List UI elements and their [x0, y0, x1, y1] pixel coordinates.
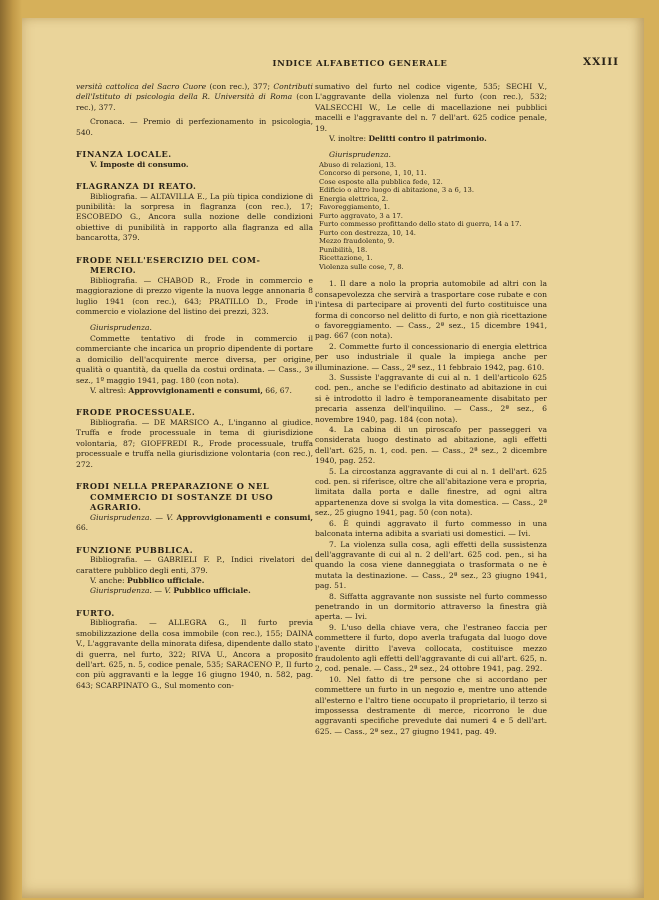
book-spine-shadow	[0, 0, 22, 900]
case-paragraph-6: 6. È quindi aggravato il furto commesso in una balconata interna adibita a svariati usi domestici. — Ivi.	[315, 518, 547, 539]
bibliography: Bibliografia. — GABRIELI F. P., Indici rivelatori del carattere pubblico degli enti, 379.	[76, 555, 313, 575]
entry-heading-frode-commercio: FRODE NELL'ESERCIZIO DEL COM- MERCIO.	[76, 254, 261, 276]
case-paragraph-2: 2. Commette furto il concessionario di energia elettrica per uso industriale il quale la impiega anche per illuminazione. — Cass., 2ª sez., 11 febbraio 1942, pag. 610.	[315, 341, 547, 372]
jurisprudence-label: Giurisprudenza.	[90, 323, 152, 333]
entry-heading-funzione: FUNZIONE PUBBLICA.	[76, 544, 194, 555]
see-also: V. Imposte di consumo.	[90, 159, 189, 169]
index-item: Ricettazione, 1.	[319, 254, 373, 263]
bibliography: Bibliografia. — CHABOD R., Frode in commercio e maggiorazione di prezzo vigente la nuova legge annonaria 8 luglio 1941 (con rec.), 643; PRATILLO D., Frode in commercio e violazione del listino dei prezzi, 323.	[76, 275, 313, 317]
case-paragraph-10: 10. Nel fatto di tre persone che si accordano per commettere un furto in un negozio e, mentre uno attende all'esterno e l'altro tiene occupato il proprietario, il terzo si impossessa destramente di merce, ricorrono le due aggravanti specifiche prevedute dai numeri 4 e 5 dell'art. 625. — Cass., 2ª sez., 27 giugno 1941, pag. 49.	[315, 674, 547, 736]
bibliography: Bibliografia. — DE MARSICO A., L'inganno al giudice. Truffa e frode processuale in tema di giurisdizione volontaria, 87; GIOFFREDI R., Frode processuale, truffa processuale e truffa nella giurisdizione volontaria (con rec.), 272.	[76, 417, 313, 469]
index-item: Punibilità, 18.	[319, 245, 368, 254]
case-paragraph-5: 5. La circostanza aggravante di cui al n. 1 dell'art. 625 cod. pen. si riferisce, oltre che all'abitazione vera e propria, limitata dalla porta e dalle finestre, ad ogni altra appartenenza dove si svolga la vita domestica. — Cass., 2ª sez., 25 giugno 1941, pag. 50 (con nota).	[315, 466, 547, 518]
see-also: V. anche: Pubblico ufficiale.	[90, 575, 205, 585]
entry-heading-furto: FURTO.	[76, 607, 115, 618]
entry-heading-finanza: FINANZA LOCALE.	[76, 149, 172, 160]
see-also: V. altresì: Approvvigionamenti e consumi, 66, 67.	[90, 385, 292, 395]
index-item: Furto aggravato, 3 a 17.	[319, 211, 403, 220]
case-paragraph-3: 3. Sussiste l'aggravante di cui al n. 1 dell'articolo 625 cod. pen., anche se l'edificio destinato ad abitazione in cui si è introdotto il ladro è temporaneamente disabitato per precaria assenza dell'inquilino. — Cass., 2ª sez., 6 novembre 1940, pag. 184 (con nota).	[315, 373, 547, 424]
index-item: Furto con destrezza, 10, 14.	[319, 228, 416, 237]
index-item: Edificio o altro luogo di abitazione, 3 a 6, 13.	[319, 186, 474, 195]
case-paragraph-4: 4. La cabina di un piroscafo per passeggeri va considerata luogo destinato ad abitazione, agli effetti dell'art. 625, n. 1, cod. pen. — Cass., 2ª sez., 2 dicembre 1940, pag. 252.	[315, 425, 547, 466]
index-item: Energia elettrica, 2.	[319, 194, 389, 203]
cronaca-entry: Cronaca. — Premio di perfezionamento in psicologia, 540.	[76, 117, 313, 137]
bibliography: Bibliografia. — ALLEGRA G., Il furto previa smobilizzazione della cosa immobile (con rec.), 155; DAINA V., L'aggravante della minorata difesa, dipendente dallo stato di guerra, nel furto, 322; RIVA U., Ancora a proposito dell'art. 625, n. 5, codice penale, 535; SARACENO P., Il furto con più aggravanti e la legge 16 giugno 1940, n. 582, pag. 643; SCARPINATO G., Sul momento con-	[76, 618, 313, 690]
subject-index	[315, 161, 547, 272]
see-also: Giurisprudenza. — V. Approvvigionamenti e consumi, 66.	[76, 512, 313, 533]
index-item: Violenza sulle cose, 7, 8.	[319, 262, 404, 271]
bibliography: Bibliografia. — ALTAVILLA E., La più tipica condizione di punibilità: la sorpresa in flagranza (con rec.), 17; ESCOBEDO G., Ancora sulla nozione delle condizioni obiettive di punibilità in rapporto alla flagranza ed alla bancarotta, 379.	[76, 191, 313, 243]
entry-heading-frodi: FRODI NELLA PREPARAZIONE O NEL COMMERCIO DI SOSTANZE DI USO AGRARIO.	[76, 480, 274, 513]
page-number: XXIII	[583, 56, 620, 68]
case-paragraph-7: 7. La violenza sulla cosa, agli effetti della sussistenza dell'aggravante di cui al n. 2 dell'art. 625 cod. pen., si ha quando la cosa viene danneggiata o trasformata o ne è mutata la destinazione. — Cass., 2ª sez., 23 giugno 1941, pag. 51.	[315, 539, 547, 591]
entry-heading-flagranza: FLAGRANZA DI REATO.	[76, 181, 197, 192]
jurisprudence-text: Commette tentativo di frode in commercio il commerciante che incarica un proprio dipendente di portare a domicilio dell'acquirente merce diversa, per origine, qualità o quantità, da quella da costui ordinata. — Cass., 3ª sez., 1º maggio 1941, pag. 180 (con nota).	[76, 333, 313, 385]
see-also-jurisprudence: Giurisprudenza. — V. Pubblico ufficiale.	[90, 586, 251, 596]
case-paragraph-1: 1. Il dare a nolo la propria automobile ad altri con la consapevolezza che servirà a trasportare cose rubate e con l'intesa di partecipare ai proventi del furto costituisce una forma di concorso nel delitto di furto, e non già ricettazione o favoreggiamento. — Cass., 2ª sez., 15 dicembre 1941, pag. 667 (con nota).	[315, 279, 547, 341]
case-paragraph-9: 9. L'uso della chiave vera, che l'estraneo faccia per commettere il furto, dopo averla trafugata dal luogo dove l'avente diritto l'aveva collocata, costituisce mezzo fraudolento agli effetti dell'aggravante di cui all'art. 625, n. 2, cod. penale. — Cass., 2ª sez., 24 ottobre 1941, pag. 292.	[315, 622, 547, 674]
continued-entry: versità cattolica del Sacro Cuore (con rec.), 377; Contributi dell'Istituto di psicologia della R. Università di Roma (con rec.), 377.	[76, 82, 313, 112]
continued-bibliography: sumativo del furto nel codice vigente, 535; SECHI V., L'aggravante della violenza nel furto (con rec.), 532; VALSECCHI W., Le celle di macellazione nei pubblici macelli e l'aggravante del n. 7 dell'art. 625 codice penale, 19.	[315, 82, 547, 133]
see-also: V. inoltre: Delitti contro il patrimonio.	[329, 134, 487, 144]
index-item: Cose esposte alla pubblica fede, 12.	[319, 177, 443, 186]
running-head: INDICE ALFABETICO GENERALE	[272, 58, 448, 68]
left-column	[76, 82, 313, 691]
case-paragraph-8: 8. Siffatta aggravante non sussiste nel furto commesso penetrando in un dormitorio attraverso la finestra già aperta. — Ivi.	[315, 591, 547, 622]
index-item: Furto commesso profittando dello stato di guerra, 14 a 17.	[319, 220, 522, 229]
index-item: Abuso di relazioni, 13.	[319, 160, 397, 169]
index-item: Mezzo fraudolento, 9.	[319, 237, 395, 246]
right-column	[315, 82, 547, 737]
index-item: Favoreggiamento, 1.	[319, 203, 390, 212]
index-item: Concorso di persone, 1, 10, 11.	[319, 169, 427, 178]
jurisprudence-label: Giurisprudenza.	[329, 150, 391, 160]
entry-heading-frode-processuale: FRODE PROCESSUALE.	[76, 407, 196, 418]
